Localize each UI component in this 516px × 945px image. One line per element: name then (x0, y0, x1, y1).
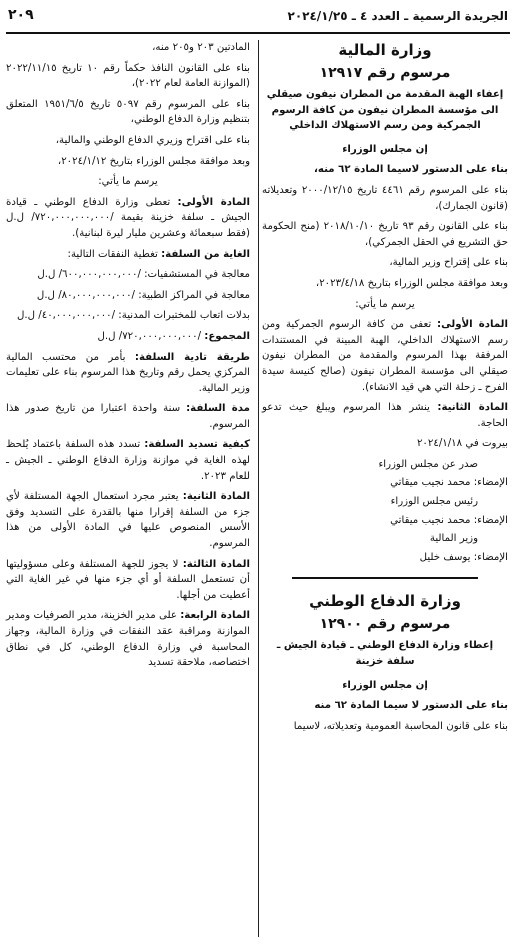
clause-text: تسدد هذه السلفة باعتماد يُلحظ لهذه الغاية في موازنة وزارة الدفاع الوطني ـ الجيش ـ للعام ٢٠٢٣. (6, 439, 250, 482)
date-line: بيروت في ٢٠٢٤/١/١٨ (416, 438, 508, 450)
article-label: المادة الرابعة: (180, 610, 250, 622)
decrees-line: يرسم ما يأتي: (355, 298, 415, 310)
article (262, 400, 508, 431)
article-text: تعطى وزارة الدفاع الوطني ـ قيادة الجيش ـ سلفة خزينة بقيمة /٧٢٠,٠٠٠,٠٠٠,٠٠٠/ ل.ل (فقط سبعمائة وعشرين مليار ليرة لبنانية). (6, 196, 250, 239)
preamble-line: المادتين ٢٠٣ و٢٠٥ منه، (152, 42, 250, 53)
council-heading: إن مجلس الوزراء (342, 679, 428, 691)
preamble-line: بناء على المرسوم رقم ٤٤٦١ تاريخ ٢٠٠٠/١٢/١٥ وتعديلاته (قانون الجمارك)، (262, 184, 509, 212)
clause (6, 401, 250, 432)
article (6, 557, 250, 604)
clause (6, 247, 250, 263)
signature: الإمضاء: يوسف خليل (419, 551, 508, 563)
left-column (6, 40, 250, 939)
preamble-line: بناء على المرسوم رقم ٥٠٩٧ تاريخ ١٩٥١/٦/٥ المتعلق بتنظيم وزارة الدفاع الوطني، (6, 98, 251, 126)
decree-number: مرسوم رقم ١٢٩٠٠ (319, 616, 451, 633)
decree-subject: إعطاء وزارة الدفاع الوطني ـ قيادة الجيش ـ سلفة خزينة (276, 640, 494, 668)
total-value: /٧٢٠,٠٠٠,٠٠٠,٠٠٠/ ل.ل (97, 330, 205, 342)
page-number: ٢٠٩ (8, 7, 34, 23)
article-label: المادة الثانية: (437, 402, 508, 414)
right-column (262, 40, 508, 939)
column-divider (258, 40, 259, 937)
preamble-line: وبعد موافقة مجلس الوزراء بتاريخ ٢٠٢٤/١/١٢، (57, 155, 250, 167)
page-header (6, 6, 510, 34)
article-label: المادة الأولى: (437, 319, 508, 331)
clause-label: مدة السلفة: (186, 403, 250, 415)
article (262, 317, 508, 395)
preamble-line: بناء على القانون رقم ٩٣ تاريخ ٢٠١٨/١٠/١٠ (منح الحكومة حق التشريع في الحقل الجمركي)، (262, 221, 508, 248)
preamble-line: بناء على القانون النافذ حكماً رقم ١٠ تاريخ ٢٠٢٢/١١/١٥ (الموازنة العامة لعام ٢٠٢٢)، (6, 62, 251, 90)
article-text: لا يجوز للجهة المستلفة وعلى مسؤوليتها أن تستعمل السلفة أو أي جزء منها في غير الغاية التي أعطيت من أجلها. (6, 558, 250, 601)
signature: الإمضاء: محمد نجيب ميقاتي (390, 477, 508, 489)
clause-label: طريقة تادية السلفة: (134, 351, 251, 363)
decrees-line: يرسم ما يأتي: (98, 176, 158, 188)
preamble-line: بناء على اقتراح وزيري الدفاع الوطني والمالية، (55, 134, 250, 146)
section-divider (292, 573, 478, 583)
preamble-line: بناء على إقتراح وزير المالية، (389, 257, 508, 269)
preamble-line: بناء على الدستور لا سيما المادة ٦٢ منه (314, 700, 508, 712)
signatory-title: وزير المالية (429, 533, 478, 545)
clause-text: بأمر من محتسب المالية المركزي يحمل رقم وتاريخ هذا المرسوم بناء على تعليمات وزير المالية. (6, 351, 250, 394)
expense-line: معالجة في المستشفيات: /٦٠٠,٠٠٠,٠٠٠,٠٠٠/ ل.ل (37, 269, 250, 281)
article-text: تعفى من كافة الرسوم الجمركية ومن رسم الاستهلاك الداخلي، الهبة المبينة في المستندات المرفقة بهذا المرسوم والمقدمة من المطران نيفون صيقلي الى مؤسسة المطران نيفون (صالح كنيسة سيدة الفرح ـ زحلة التي هي قيد الانشاء). (262, 319, 508, 393)
signature: الإمضاء: محمد نجيب ميقاتي (390, 514, 508, 526)
preamble-line: وبعد موافقة مجلس الوزراء بتاريخ ٢٠٢٣/٤/١٨، (315, 277, 508, 289)
clause (6, 437, 250, 484)
clause-label: الغاية من السلفة: (161, 248, 250, 260)
article-text: ينشر هذا المرسوم ويبلغ حيث تدعو الحاجة. (262, 402, 508, 429)
article-text: على مدير الخزينة، مدير الصرفيات ومدير الموازنة ومراقبة عقد النفقات في وزارة المالية، وجهاز المحاسبة في وزارة الدفاع الوطني، كل في نطاق اختصاصه، ملاحقة تسديد (6, 610, 250, 669)
expense-line: معالجة في المراكز الطبية: /٨٠,٠٠٠,٠٠٠,٠٠٠/ ل.ل (36, 289, 250, 301)
clause-text: سنة واحدة اعتبارا من تاريخ صدور هذا المرسوم. (6, 403, 250, 430)
issued-by: صدر عن مجلس الوزراء (378, 458, 478, 470)
preamble-line: بناء على الدستور لاسيما المادة ٦٢ منه، (314, 164, 508, 176)
total-label: المجموع: (204, 330, 250, 342)
article-label: المادة الثانية: (182, 491, 250, 503)
clause (6, 350, 250, 397)
gazette-title: الجريدة الرسمية ـ العدد ٤ ـ ٢٠٢٤/١/٢٥ (287, 9, 508, 23)
expense-line: بدلات اتعاب للمختبرات المدنية: /٤٠,٠٠٠,٠٠٠,٠٠٠/ ل.ل (17, 310, 250, 322)
article-label: المادة الثالثة: (182, 558, 250, 570)
decree-subject: إعفاء الهبة المقدمة من المطران نيفون صيقلي الى مؤسسة المطران نيفون من كافة الرسوم الجمركية ومن رسم الاستهلاك الداخلي (266, 89, 504, 132)
article (6, 195, 250, 242)
article-text: يعتبر مجرد استعمال الجهة المستلفة لأي جزء من السلفة إقرارا منها بالقدرة على التسديد وفق الأسس المنصوص عليها في المادة الأولى من هذا المرسوم. (6, 491, 250, 550)
preamble-line: بناء على قانون المحاسبة العمومية وتعديلاته، لاسيما (293, 720, 508, 732)
ministry-heading: وزارة الدفاع الوطني (309, 592, 461, 611)
article-label: المادة الأولى: (177, 196, 250, 208)
article (6, 608, 250, 670)
council-heading: إن مجلس الوزراء (342, 143, 428, 155)
clause-text: تغطية النفقات التالية: (67, 248, 162, 260)
ministry-heading: وزارة المالية (338, 41, 432, 59)
clause-label: كيفية تسديد السلفة: (144, 439, 250, 451)
signatory-title: رئيس مجلس الوزراء (390, 496, 478, 508)
article (6, 489, 250, 551)
decree-number: مرسوم رقم ١٢٩١٧ (319, 65, 451, 81)
total-line (6, 329, 250, 345)
